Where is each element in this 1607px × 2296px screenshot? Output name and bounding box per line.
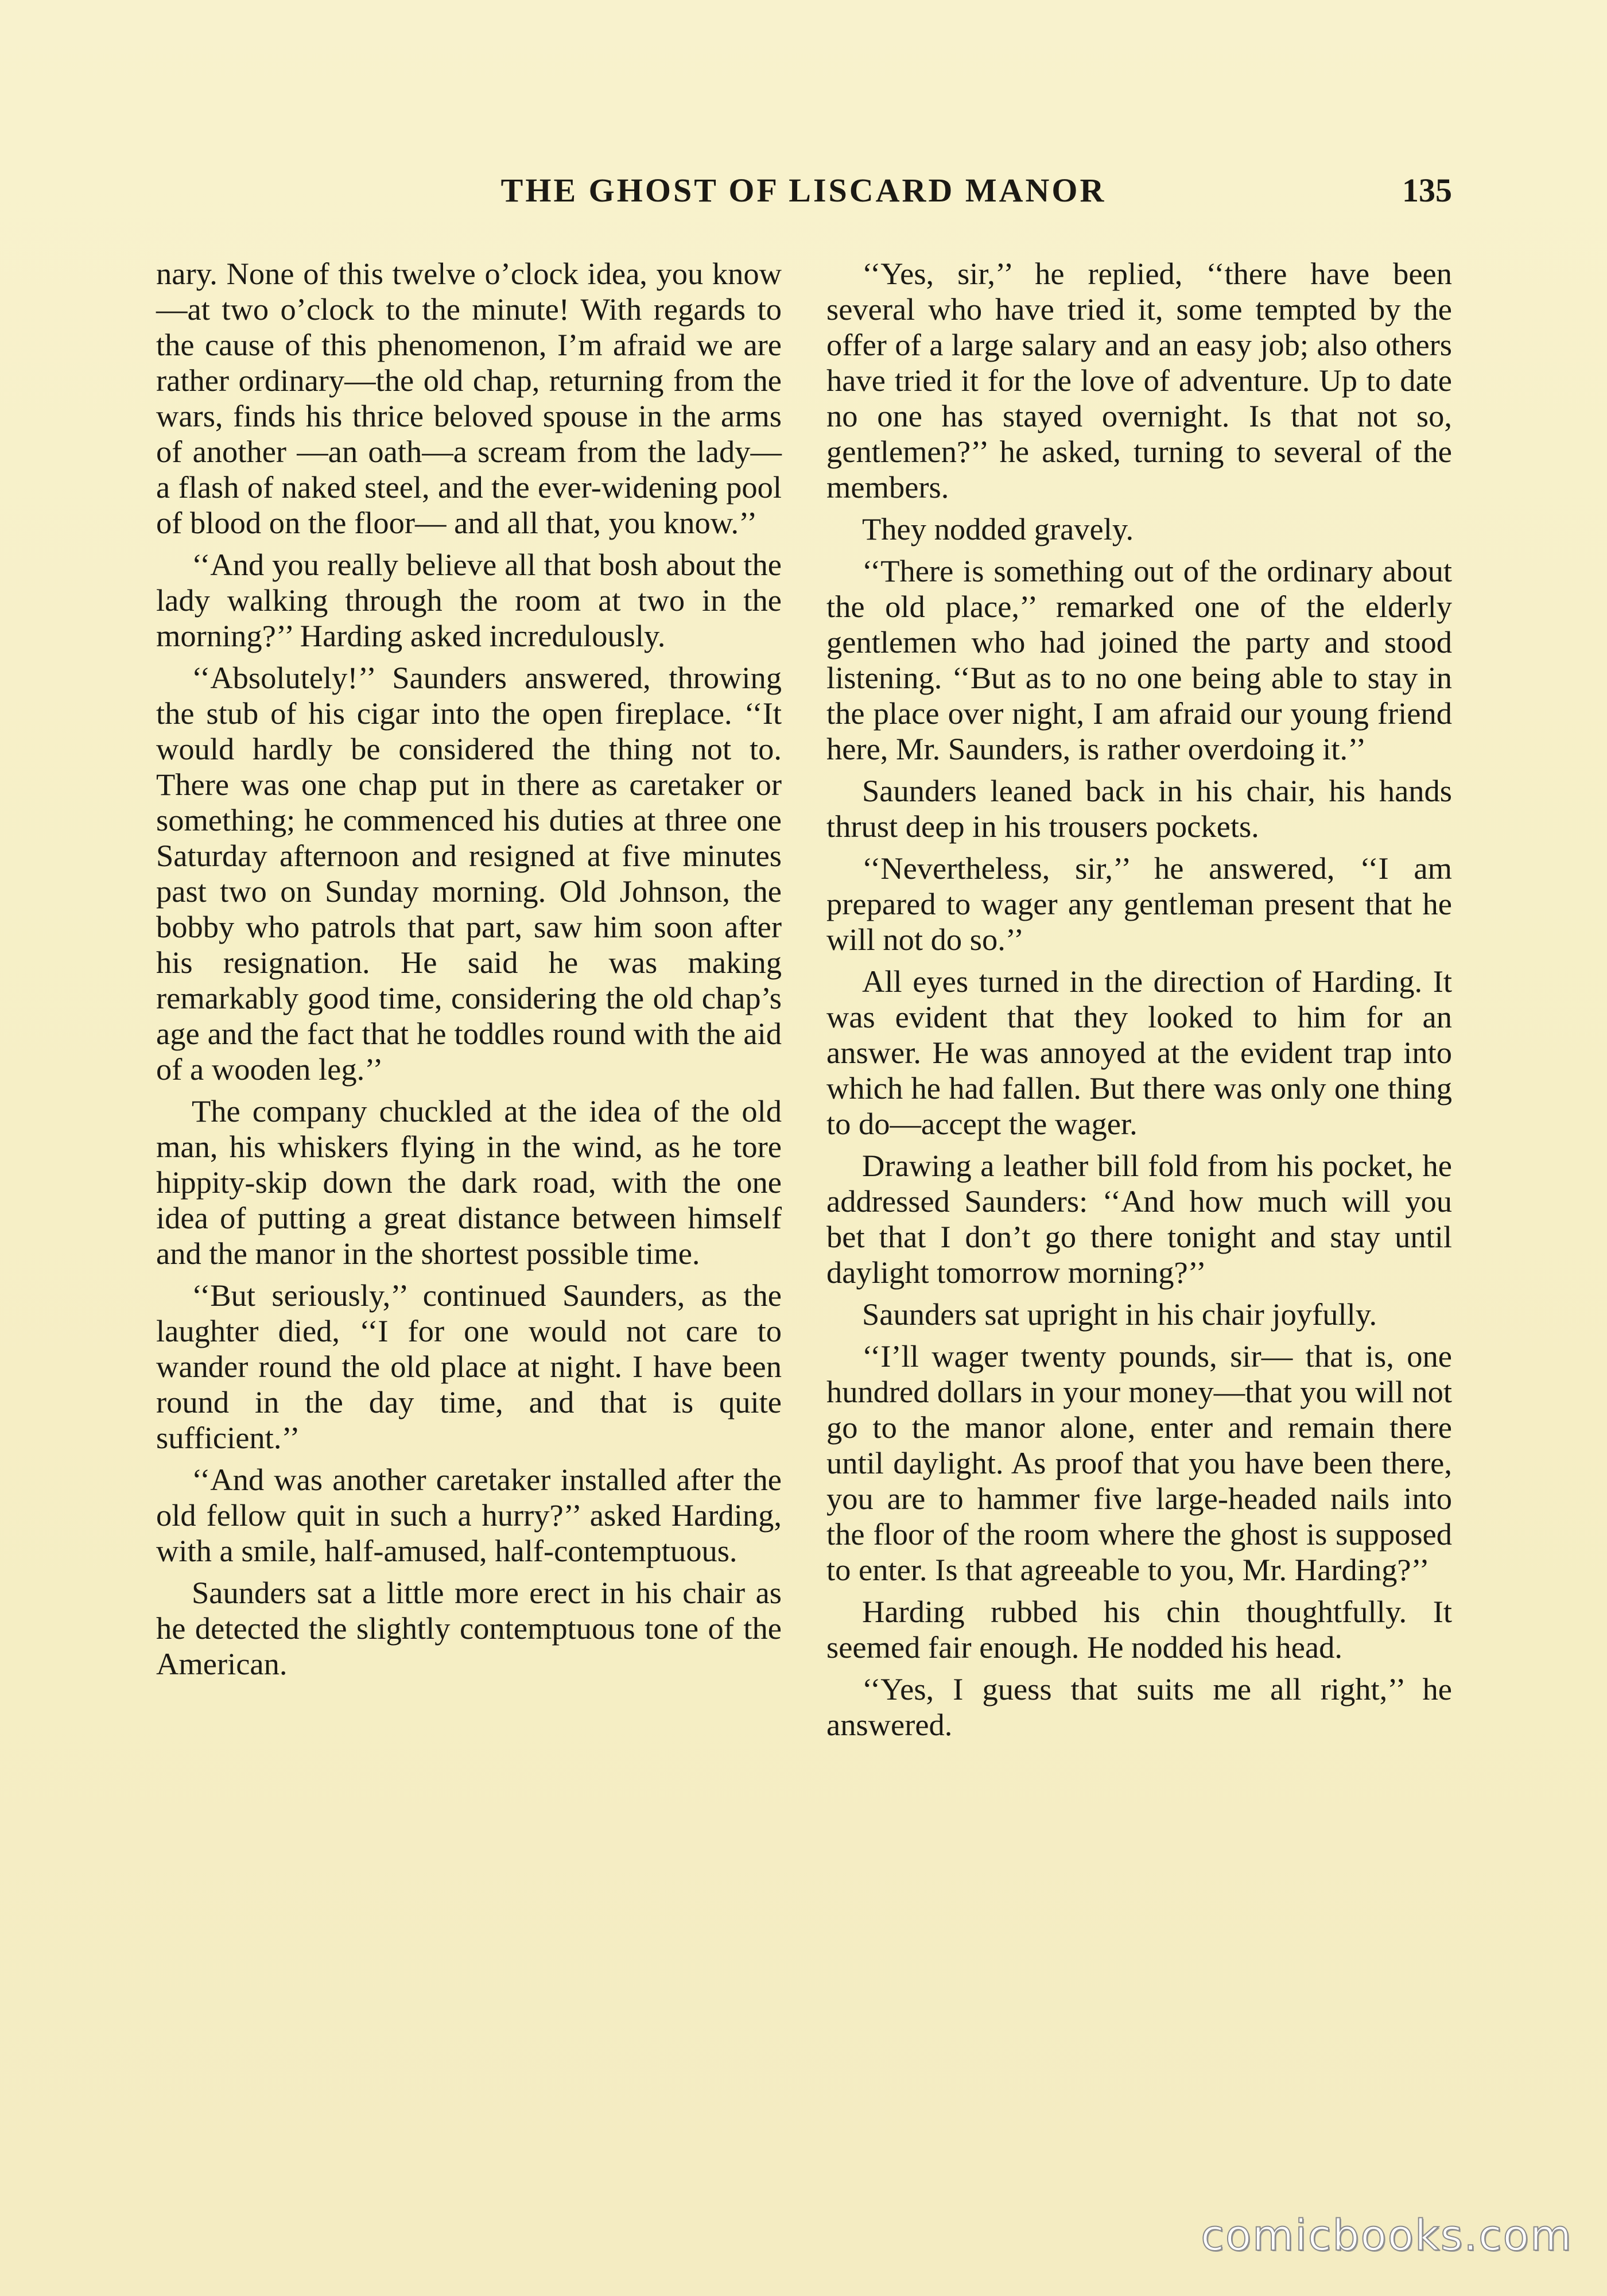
paragraph: ‘‘There is something out of the ordinary about the old place,’’ remarked one of the elderly gentlemen who had joined the party and stood listening. ‘‘But as to no one being able to stay in the place over night, I am afraid our young friend here, Mr. Saunders, is rather overdoing it.’’ [826,553,1452,766]
paragraph: Drawing a leather bill fold from his pocket, he addressed Saunders: ‘‘And how much will you bet that I don’t go there tonight and stay until daylight tomorrow morning?’’ [826,1148,1452,1290]
paragraph: ‘‘I’ll wager twenty pounds, sir— that is, one hundred dollars in your money—that you will not go to the manor alone, enter and remain there until daylight. As proof that you have been there, you are to hammer five large-headed nails into the floor of the room where the ghost is supposed to enter. Is that agreeable to you, Mr. Harding?’’ [826,1339,1452,1587]
paragraph: Saunders sat upright in his chair joyfully. [862,1297,1377,1332]
paragraph: ‘‘But seriously,’’ continued Saunders, as the laughter died, ‘‘I for one would not care to wander round the old place at night. I have been round in the day time, and that is quite sufficient.’’ [156,1278,782,1455]
paragraph: They nodded gravely. [862,511,1134,546]
paragraph: ‘‘Nevertheless, sir,’’ he answered, ‘‘I am prepared to wager any gentleman present that he will not do so.’’ [826,851,1452,957]
paragraph: Saunders leaned back in his chair, his hands thrust deep in his trousers pockets. [826,773,1452,844]
left-column [156,256,782,1688]
paragraph: Saunders sat a little more erect in his chair as he detected the slightly contemptuous tone of the American. [156,1575,782,1681]
paragraph: ‘‘And was another caretaker installed after the old fellow quit in such a hurry?’’ asked Harding, with a smile, half-amused, half-contemptuous. [156,1462,782,1568]
paragraph: Harding rubbed his chin thoughtfully. It seemed fair enough. He nodded his head. [826,1594,1452,1665]
paragraph: ‘‘Absolutely!’’ Saunders answered, throwing the stub of his cigar into the open fireplace. ‘‘It would hardly be considered the thing not to. There was one chap put in there as caretaker or something; he commenced his duties at three one Saturday afternoon and resigned at five minutes past two on Sunday morning. Old Johnson, the bobby who patrols that part, saw him soon after his resignation. He said he was making remarkably good time, considering the old chap’s age and the fact that he toddles round with the aid of a wooden leg.’’ [156,660,782,1087]
running-title: THE GHOST OF LISCARD MANOR [500,172,1107,209]
paragraph: nary. None of this twelve o’clock idea, you know—at two o’clock to the minute! With regards to the cause of this phenomenon, I’m afraid we are rather ordinary—the old chap, returning from the wars, finds his thrice beloved spouse in the arms of another —an oath—a scream from the lady— a flash of naked steel, and the ever-widening pool of blood on the floor— and all that, you know.’’ [156,256,782,540]
paragraph: The company chuckled at the idea of the old man, his whiskers flying in the wind, as he tore hippity-skip down the dark road, with the one idea of putting a great distance between himself and the manor in the shortest possible time. [156,1093,782,1271]
watermark: comicbooks.com [1201,2211,1573,2260]
paragraph: ‘‘And you really believe all that bosh about the lady walking through the room at two in the morning?’’ Harding asked incredulously. [156,547,782,653]
paragraph: All eyes turned in the direction of Harding. It was evident that they looked to him for an answer. He was annoyed at the evident trap into which he had fallen. But there was only one thing to do—accept the wager. [826,964,1452,1141]
page-number: 135 [1402,172,1452,209]
paragraph: ‘‘Yes, sir,’’ he replied, ‘‘there have been several who have tried it, some tempted by the offer of a large salary and an easy job; also others have tried it for the love of adventure. Up to date no one has stayed overnight. Is that not so, gentlemen?’’ he asked, turning to several of the members. [826,256,1452,505]
right-column [826,256,1452,1749]
running-head [155,168,1452,214]
paragraph: ‘‘Yes, I guess that suits me all right,’’ he answered. [826,1671,1452,1742]
